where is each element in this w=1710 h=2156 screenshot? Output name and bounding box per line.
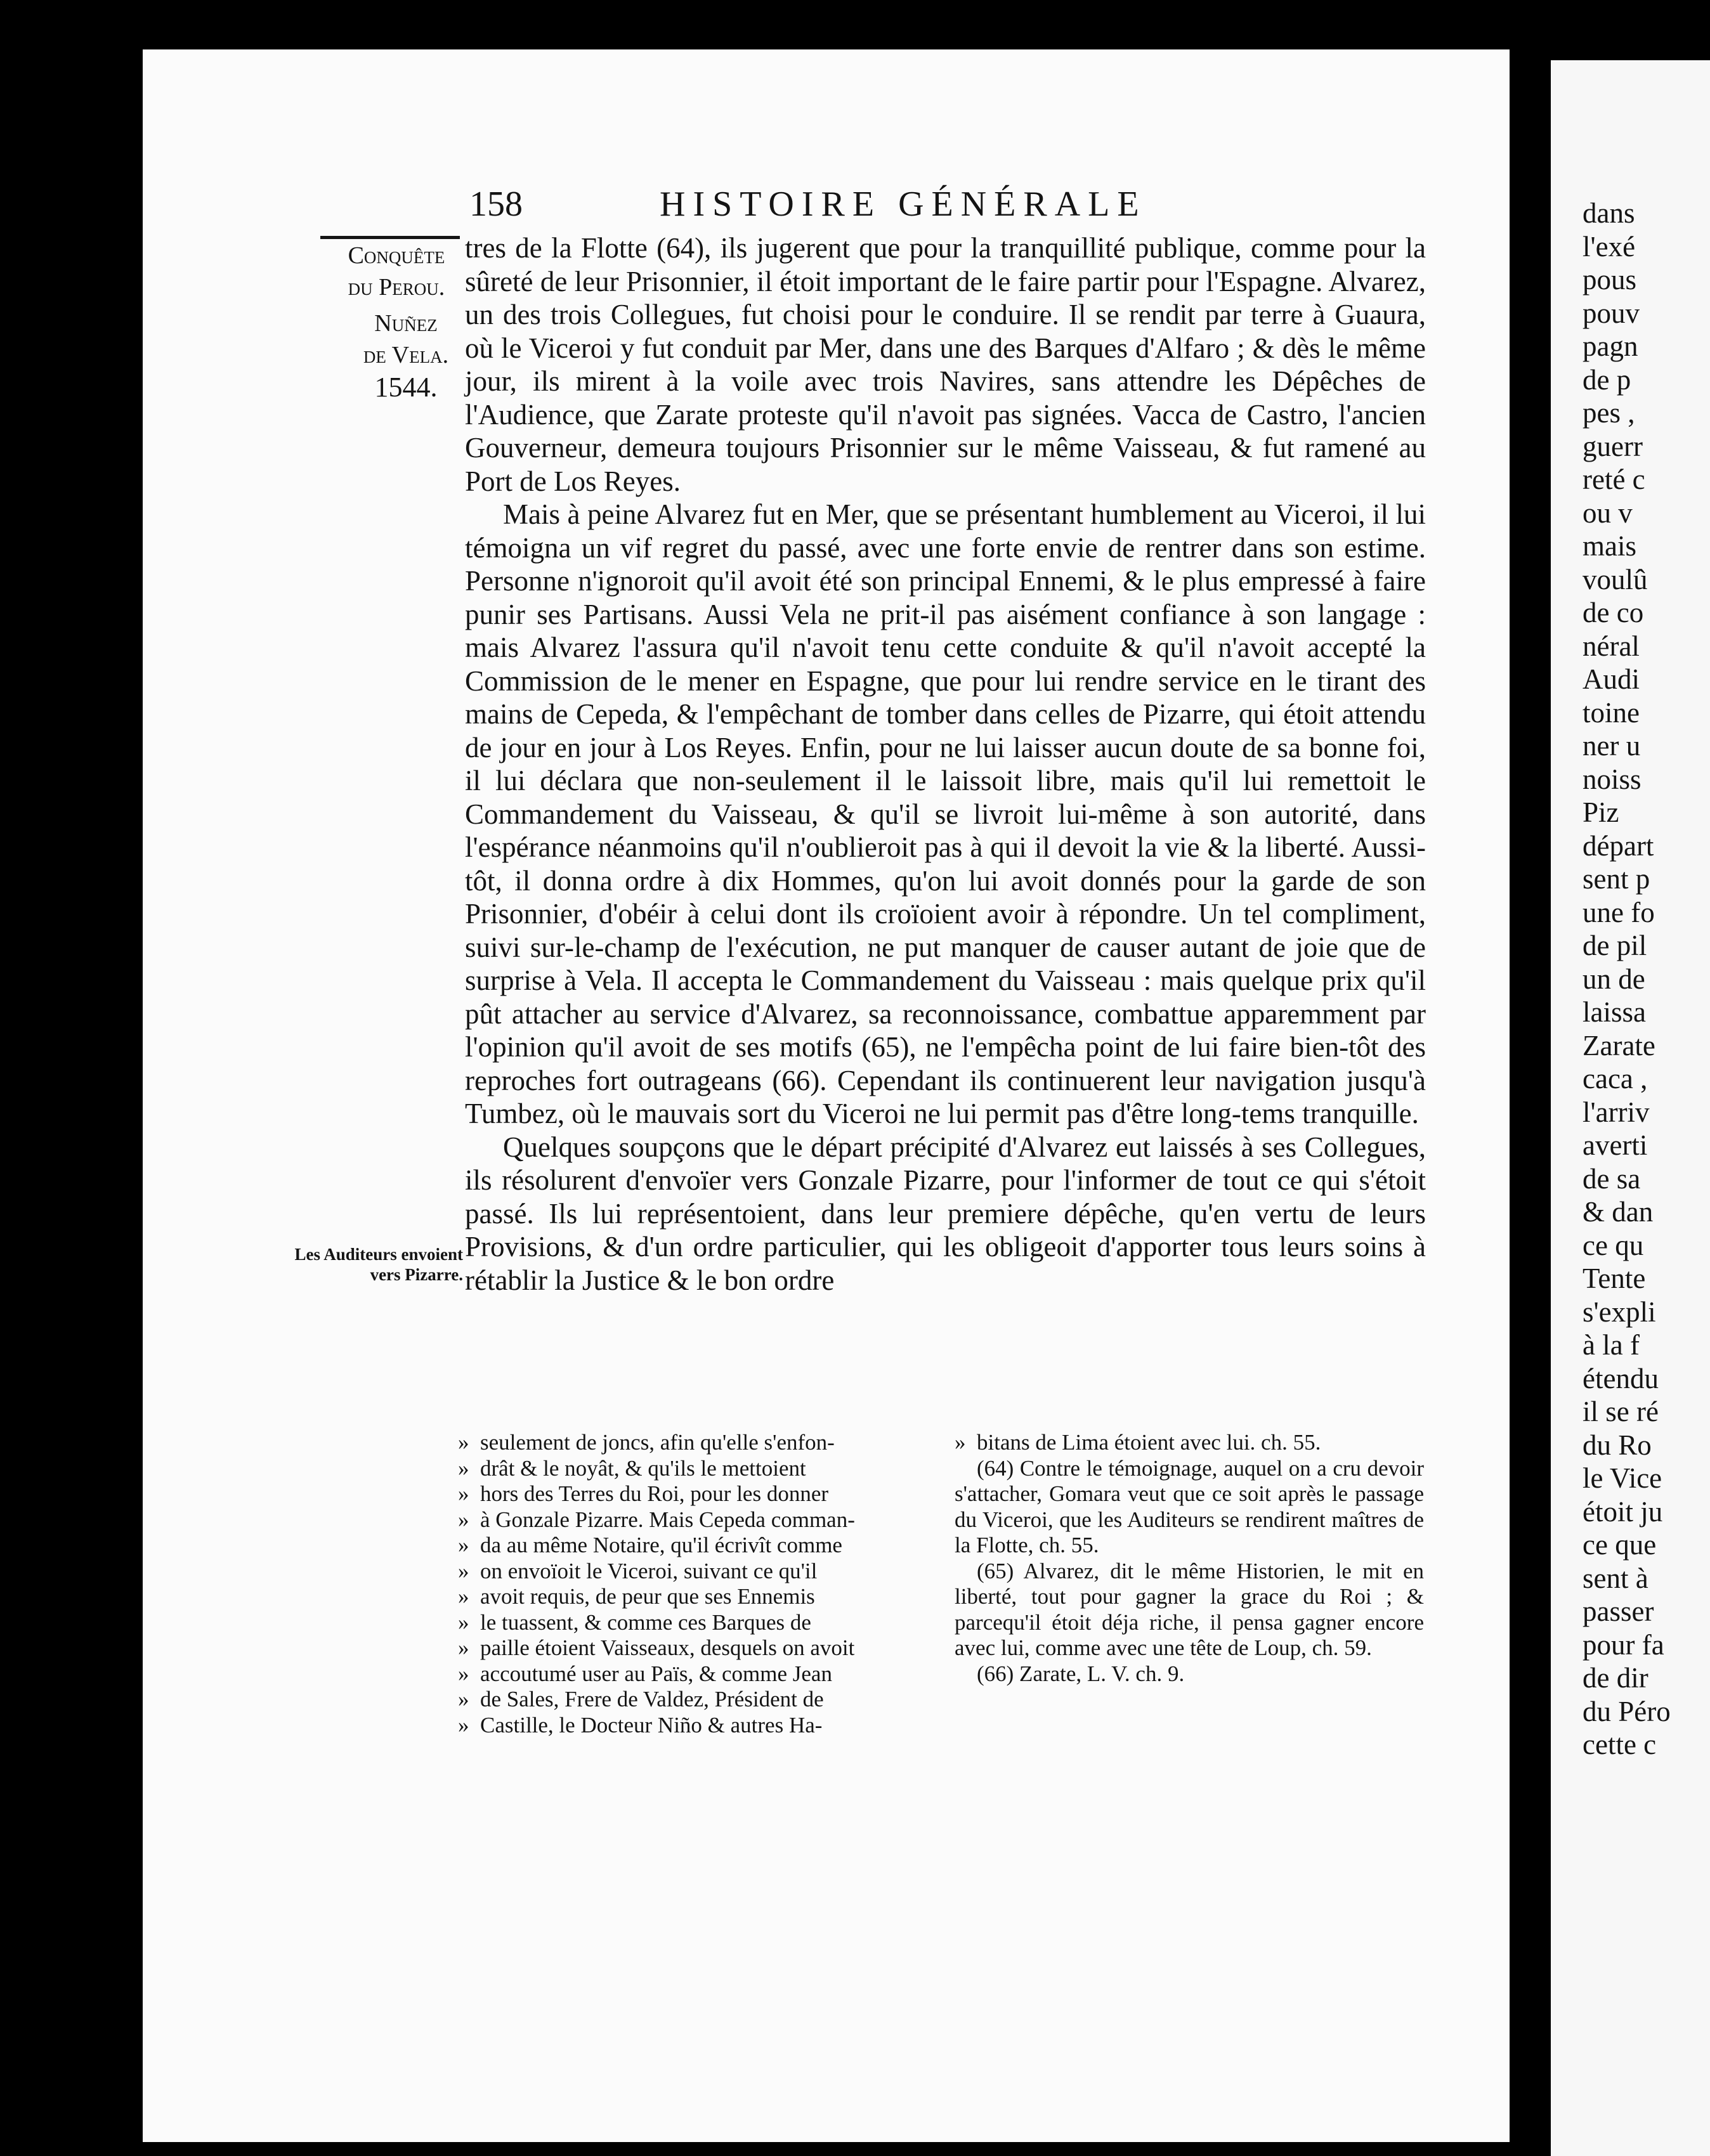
footnote-66: (66) Zarate, L. V. ch. 9. [977, 1661, 1185, 1686]
next-page-line: du Péro [1583, 1695, 1671, 1727]
next-page-line: pouv [1583, 297, 1640, 329]
main-text [465, 231, 1426, 1297]
next-page-line: départ [1583, 829, 1654, 862]
next-page-line: ou v [1583, 497, 1633, 529]
next-page-line: ce qu [1583, 1229, 1644, 1261]
next-page-line: il se ré [1583, 1396, 1659, 1427]
next-page-line: voulû [1583, 563, 1648, 595]
page-header [469, 184, 1421, 235]
footnote-line: » hors des Terres du Roi, pour les donner [458, 1481, 927, 1507]
next-page-line: toine [1583, 696, 1640, 729]
footnote-65: (65) Alvarez, dit le même Historien, le mit en liberté, tout pour gagner la grace du Roi ; & parcequ'il étoit déja riche, il pensa gagner encore avec lui, comme avec une tête de Loup, ch. 59. [955, 1558, 1424, 1660]
next-page-text [1583, 197, 1710, 1762]
next-page-line: dans [1583, 197, 1635, 229]
footnote-line: » seulement de joncs, afin qu'elle s'enfon- [458, 1430, 927, 1456]
next-page-line: l'arriv [1583, 1096, 1650, 1128]
footnote-line: » à Gonzale Pizarre. Mais Cepeda comman- [458, 1507, 927, 1533]
next-page-line: pour fa [1583, 1628, 1664, 1661]
next-page-line: à la f [1583, 1329, 1640, 1361]
next-page-line: une fo [1583, 896, 1655, 928]
next-page-line: Tente [1583, 1263, 1646, 1294]
footnote-continuation: » bitans de Lima étoient avec lui. ch. 55. [955, 1430, 1424, 1456]
margin-note-auditeurs: Les Auditeurs envoient vers Pizarre. [294, 1245, 463, 1284]
footnote-line: » Castille, le Docteur Niño & autres Ha- [458, 1713, 927, 1739]
next-page-line: guerr [1583, 430, 1643, 462]
margin-rule [320, 236, 460, 239]
paragraph-1: tres de la Flotte (64), ils jugerent que pour la tranquillité publique, comme pour la sûreté de leur Prisonnier, il étoit important de le faire partir pour l'Espagne. Alvarez, un des trois Collegues, fut choisi pour le conduire. Il se rendit par terre à Guaura, où le Viceroi y fut conduit par Mer, dans une des Barques d'Alfaro ; & dès le même jour, ils mirent à la voile avec trois Navires, sans attendre les Dépêches de l'Audience, que Zarate proteste qu'il n'avoit pas signées. Vacca de Castro, l'ancien Gouverneur, demeura toujours Prisonnier sur le même Vaisseau, & fut ramené au Port de Los Reyes. [465, 232, 1426, 497]
next-page-line: reté c [1583, 464, 1645, 495]
next-page-line: pagn [1583, 330, 1638, 362]
footnote-line: » paille étoient Vaisseaux, desquels on avoit [458, 1635, 927, 1661]
running-title: HISTOIRE GÉNÉRALE [660, 185, 1147, 224]
next-page-line: de co [1583, 597, 1644, 628]
footnote-line: » on envoïoit le Viceroi, suivant ce qu'il [458, 1559, 927, 1585]
margin-note-conquete: Conquête du Perou. [348, 242, 445, 301]
right-page-edge [1551, 60, 1710, 2156]
next-page-line: de p [1583, 363, 1631, 396]
next-page-line: l'exé [1583, 230, 1636, 263]
footnote-line: » da au même Notaire, qu'il écrivît comme [458, 1533, 927, 1559]
next-page-line: cette c [1583, 1729, 1657, 1760]
margin-note-vela: Nuñez de Vela. [363, 310, 449, 368]
margin-note-year: 1544. [374, 372, 438, 403]
next-page-line: laissa [1583, 996, 1646, 1028]
next-page-line: néral [1583, 630, 1640, 662]
next-page-line: un de [1583, 963, 1645, 995]
next-page-line: étendu [1583, 1362, 1659, 1394]
next-page-line: s'expli [1583, 1296, 1656, 1328]
next-page-line: Zarate [1583, 1029, 1655, 1062]
paragraph-2: Mais à peine Alvarez fut en Mer, que se présentant humblement au Viceroi, il lui témoigna un vif regret du passé, avec une forte envie de rentrer dans son estime. Personne n'ignoroit qu'il avoit été son principal Ennemi, & le plus empressé à faire punir ses Partisans. Aussi Vela ne prit-il pas aisément confiance à son langage : mais Alvarez l'assura qu'il n'avoit tenu cette conduite & qu'il n'avoit accepté la Commission de le mener en Espagne, que pour lui rendre service en le tirant des mains de Cepeda, & l'empêchant de tomber dans celles de Pizarre, qui étoit attendu de jour en jour à Los Reyes. Enfin, pour ne lui laisser aucun doute de sa bonne foi, il lui déclara que non-seulement il le laissoit libre, mais qu'il lui remettoit le Commandement du Vaisseau, & qu'il se livroit lui-même à son autorité, dans l'espérance néanmoins qu'il n'oublieroit pas à qui il devoit la vie & la liberté. Aussi-tôt, il donna ordre à dix Hommes, qu'on lui avoit donnés pour la garde de son Prisonnier, d'obéir à celui dont ils croïoient avoir à répondre. Un tel compliment, suivi sur-le-champ de l'exécution, ne put manquer de causer autant de joie que de surprise à Vela. Il accepta le Commandement du Vaisseau : mais quelque prix qu'il pût attacher au service d'Alvarez, sa reconnoissance, combattue apparemment par l'opinion qu'il avoit de ses motifs (65), ne l'empêcha point de lui faire bien-tôt des reproches fort outrageans (66). Cependant ils continuerent leur navigation jusqu'à Tumbez, où le mauvais sort du Viceroi ne lui permit pas d'être long-tems tranquille. [465, 498, 1426, 1129]
next-page-line: sent p [1583, 863, 1650, 895]
page-number: 158 [469, 185, 523, 224]
next-page-line: ner u [1583, 730, 1641, 762]
footnotes-right [955, 1430, 1424, 1687]
next-page-line: pous [1583, 264, 1637, 295]
footnote-line: » le tuassent, & comme ces Barques de [458, 1610, 927, 1636]
next-page-line: Audi [1583, 663, 1640, 695]
next-page-line: caca , [1583, 1063, 1648, 1094]
next-page-line: noiss [1583, 763, 1641, 795]
next-page-line: averti [1583, 1129, 1648, 1161]
next-page-line: le Vice [1583, 1462, 1662, 1494]
footnote-line: » accoutumé user au Païs, & comme Jean [458, 1661, 927, 1687]
footnote-line: » drât & le noyât, & qu'ils le mettoient [458, 1456, 927, 1482]
next-page-line: de pil [1583, 930, 1647, 961]
next-page-line: Piz [1583, 796, 1619, 828]
next-page-line: étoit ju [1583, 1495, 1663, 1528]
next-page-line: de sa [1583, 1162, 1641, 1195]
footnotes-left [458, 1430, 927, 1738]
next-page-line: du Ro [1583, 1429, 1652, 1461]
next-page-line: mais [1583, 530, 1636, 562]
next-page-line: & dan [1583, 1196, 1654, 1228]
footnote-64: (64) Contre le témoignage, auquel on a cru devoir s'attacher, Gomara veut que ce soit après le passage du Viceroi, que les Auditeurs se rendirent maîtres de la Flotte, ch. 55. [955, 1455, 1424, 1557]
next-page-line: sent à [1583, 1562, 1648, 1594]
next-page-line: passer [1583, 1595, 1654, 1627]
next-page-line: ce que [1583, 1529, 1657, 1561]
next-page-line: de dir [1583, 1662, 1648, 1694]
next-page-line: pes , [1583, 397, 1635, 429]
paragraph-3: Quelques soupçons que le départ précipité d'Alvarez eut laissés à ses Collegues, ils résolurent d'envoïer vers Gonzale Pizarre, pour l'informer de tout ce qui s'étoit passé. Ils lui représentoient, dans leur premiere dépêche, qu'en vertu de leurs Provisions, & d'un ordre particulier, qui les obligeoit d'apporter tous leurs soins à rétablir la Justice & le bon ordre [465, 1131, 1426, 1296]
footnote-line: » de Sales, Frere de Valdez, Président de [458, 1687, 927, 1713]
footnote-line: » avoit requis, de peur que ses Ennemis [458, 1584, 927, 1610]
